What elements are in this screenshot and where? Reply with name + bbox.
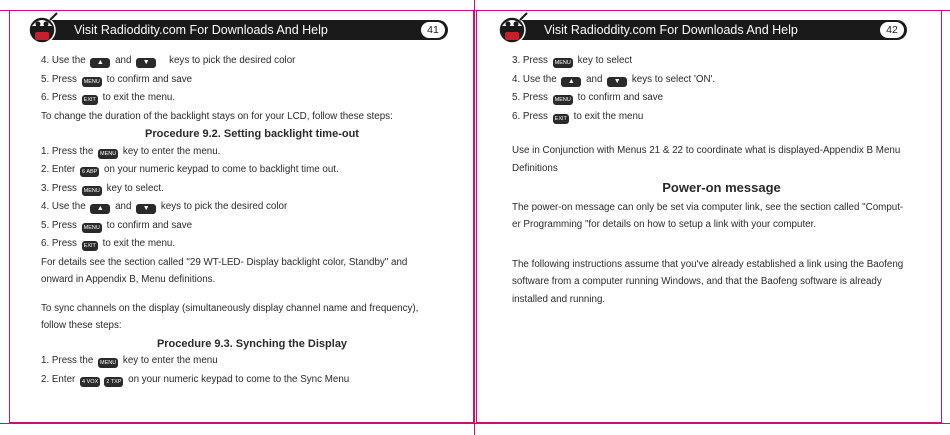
page-41	[9, 10, 474, 423]
paragraph-line: follow these steps:	[41, 320, 122, 331]
page-number: 41	[421, 22, 445, 38]
page-header	[502, 20, 907, 40]
menu-key-icon: MENU	[554, 60, 571, 66]
page-42	[476, 10, 942, 423]
exit-key-icon: EXIT	[554, 115, 567, 122]
step-line: 4. Use the ▲ and ▼ keys to pick the desired color	[41, 55, 296, 66]
paragraph-line: The power-on message can only be set via computer link, see the section called "Comput-	[512, 201, 904, 213]
step-line: 6. Press EXIT to exit the menu.	[41, 238, 176, 249]
exit-key-icon: EXIT	[83, 97, 96, 103]
radio-mascot-icon	[26, 12, 62, 46]
number-6-key-icon: 6 ABP	[82, 169, 98, 175]
step-line: 5. Press MENU to confirm and save	[41, 73, 193, 85]
step-line: 2. Enter 4 VOX 2 TXP on your numeric keypad to come to the Sync Menu	[41, 373, 350, 385]
page-content	[512, 55, 931, 311]
radio-mascot-icon	[496, 12, 532, 46]
paragraph-line: onward in Appendix B, Menu definitions.	[41, 274, 216, 285]
paragraph-line: software from a computer running Windows, and that the Baofeng software is already	[512, 276, 882, 287]
step-line: 5. Press MENU to confirm and save	[41, 219, 193, 231]
menu-key-icon: MENU	[100, 150, 117, 157]
page-content	[41, 55, 463, 392]
number-2-key-icon: 2 TXP	[106, 378, 122, 385]
step-line: 1. Press the MENU key to enter the menu	[41, 355, 218, 366]
paragraph-line: To change the duration of the backlight stays on for your LCD, follow these steps:	[41, 110, 393, 122]
menu-key-icon: MENU	[554, 97, 571, 103]
page-number: 42	[880, 22, 904, 38]
paragraph-line: The following instructions assume that you've already established a link using the Baofeng	[512, 258, 904, 270]
crop-mark-bottom	[0, 423, 950, 424]
step-line: 3. Press MENU key to select	[512, 55, 633, 66]
paragraph-line: For details see the section called "29 WT-LED- Display backlight color, Standby" and	[41, 256, 408, 268]
crop-mark-center	[474, 0, 475, 435]
procedure-heading: Procedure 9.2. Setting backlight time-out	[145, 128, 359, 140]
menu-key-icon: MENU	[100, 360, 117, 366]
menu-key-icon: MENU	[83, 78, 100, 85]
step-line: 2. Enter 6 ABP on your numeric keypad to come to backlight time out.	[41, 164, 339, 175]
up-arrow-key-icon: ▲	[90, 58, 110, 68]
down-arrow-key-icon: ▼	[136, 204, 156, 214]
paragraph-line: Definitions	[512, 162, 558, 174]
step-line: 3. Press MENU key to select.	[41, 182, 164, 194]
step-line: 6. Press EXIT to exit the menu	[512, 110, 644, 122]
paragraph-line: er Programming "for details on how to setup a link with your computer.	[512, 219, 817, 230]
step-line: 1. Press the MENU key to enter the menu.	[41, 145, 221, 157]
up-arrow-key-icon: ▲	[90, 204, 110, 214]
step-line: 6. Press EXIT to exit the menu.	[41, 92, 176, 103]
header-title: Visit Radioddity.com For Downloads And Help	[544, 23, 798, 37]
paragraph-line: Use in Conjunction with Menus 21 & 22 to coordinate what is displayed-Appendix B Menu	[512, 145, 901, 156]
header-title: Visit Radioddity.com For Downloads And Help	[74, 23, 328, 37]
up-arrow-key-icon: ▲	[561, 77, 581, 87]
down-arrow-key-icon: ▼	[607, 77, 627, 87]
menu-key-icon: MENU	[83, 224, 100, 231]
section-heading: Power-on message	[662, 180, 781, 195]
paragraph-line: installed and running.	[512, 293, 606, 305]
step-line: 4. Use the ▲ and ▼ keys to pick the desired color	[41, 201, 288, 212]
procedure-heading: Procedure 9.3. Synching the Display	[156, 337, 348, 350]
page-header	[32, 20, 448, 40]
exit-key-icon: EXIT	[83, 243, 96, 249]
step-line: 4. Use the ▲ and ▼ keys to select 'ON'.	[512, 73, 716, 85]
number-4-key-icon: 4 VOX	[82, 378, 99, 385]
down-arrow-key-icon: ▼	[136, 58, 156, 68]
step-line: 5. Press MENU to confirm and save	[512, 92, 664, 103]
menu-key-icon: MENU	[83, 187, 100, 194]
paragraph-line: To sync channels on the display (simultaneously display channel name and frequency),	[41, 302, 419, 314]
